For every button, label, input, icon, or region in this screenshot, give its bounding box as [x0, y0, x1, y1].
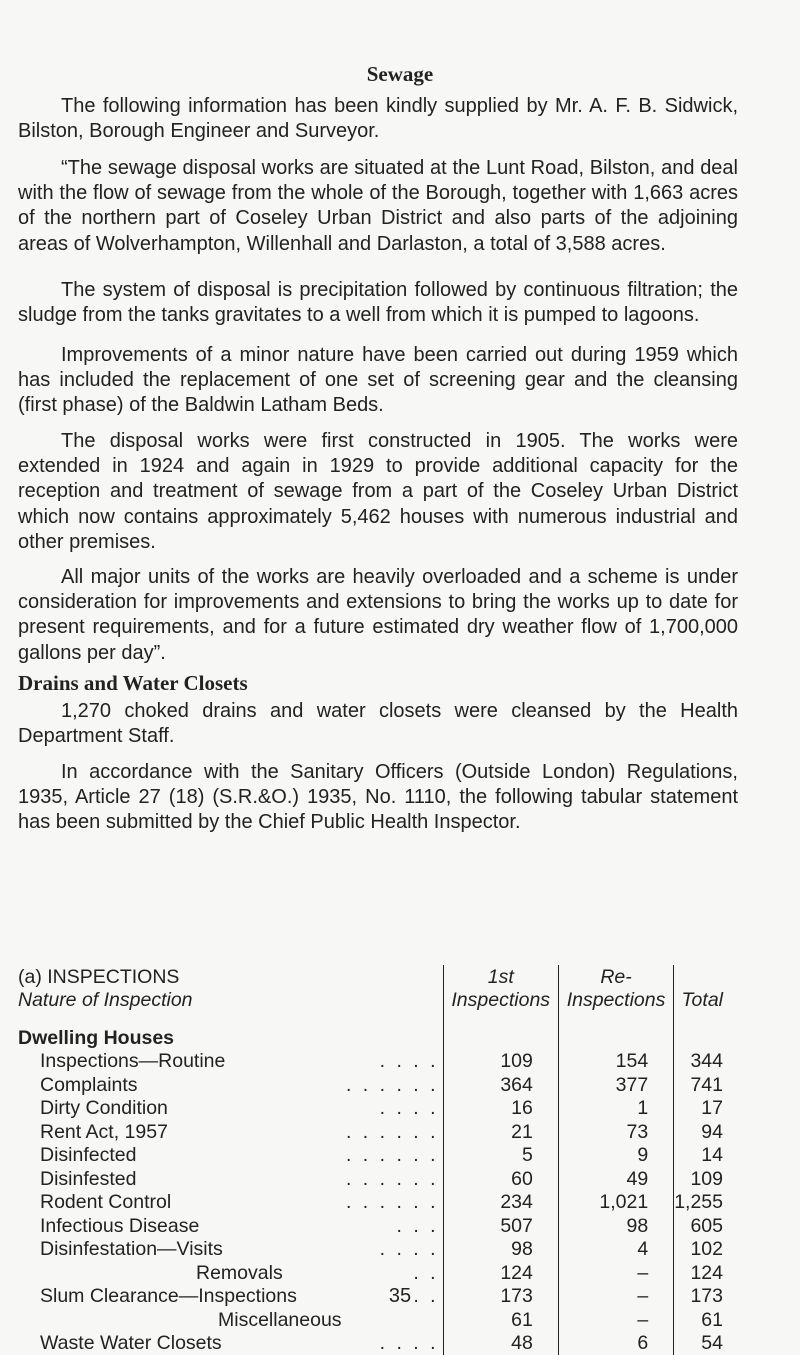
sewage-paragraph-4: Improvements of a minor nature have been carried out during 1959 which has included the replacement of one set of screening gear and the cleansing (first phase) of the Baldwin Latham Beds.: [18, 343, 738, 419]
table-row: [18, 1050, 723, 1074]
row-label-cell: [18, 1308, 443, 1332]
cell-first: 364: [443, 1073, 558, 1097]
cell-first: 48: [443, 1332, 558, 1355]
table-row: [18, 1214, 723, 1238]
cell-first: 98: [443, 1238, 558, 1262]
leader-dots: . . . . . .: [346, 1144, 443, 1167]
sewage-paragraph-6: All major units of the works are heavily overloaded and a scheme is under consideration for improvements and extensions to bring the works up to date for present requirements, and for a future estimated dry weather flow of 1,700,000 gallons per day”.: [18, 565, 738, 666]
drains-paragraph-2: In accordance with the Sanitary Officers (Outside London) Regulations, 1935, Article 27 (18) (S.R.&O.) 1935, No. 1110, the following tabular statement has been submitted by the Chief Public Health Inspector.: [18, 760, 738, 836]
table-row: [18, 1261, 723, 1285]
row-label: Dirty Condition: [40, 1097, 168, 1119]
row-label-cell: [18, 1050, 443, 1074]
table-row: [18, 1191, 723, 1215]
header-first-bottom: Inspections: [443, 989, 558, 1013]
row-label-cell: [18, 1144, 443, 1168]
cell-re: 154: [558, 1050, 673, 1074]
cell-first: 16: [443, 1097, 558, 1121]
sewage-paragraph-1: The following information has been kindly supplied by Mr. A. F. B. Sidwick, Bilston, Borough Engineer and Surveyor.: [18, 94, 738, 144]
header-re-top: Re-: [558, 965, 673, 989]
cell-re: 377: [558, 1073, 673, 1097]
row-label: Waste Water Closets: [40, 1332, 222, 1354]
cell-total: 109: [674, 1167, 723, 1191]
row-label: Disinfestation—Visits: [40, 1238, 223, 1260]
row-label: Inspections—Routine: [40, 1050, 225, 1072]
leader-dots: . . . . . .: [346, 1191, 443, 1214]
cell-re: 4: [558, 1238, 673, 1262]
cell-total: 1,255: [674, 1191, 723, 1215]
cell-re: 9: [558, 1144, 673, 1168]
cell-re: –: [558, 1285, 673, 1309]
table-row: [18, 1167, 723, 1191]
row-label-cell: [18, 1238, 443, 1262]
leader-dots: . . . .: [380, 1238, 443, 1261]
cell-total: 344: [674, 1050, 723, 1074]
cell-total: 14: [674, 1144, 723, 1168]
cell-total: 94: [674, 1120, 723, 1144]
table-row: [18, 1097, 723, 1121]
row-label: Removals: [196, 1262, 283, 1284]
cell-first: 507: [443, 1214, 558, 1238]
cell-total: 17: [674, 1097, 723, 1121]
cell-re: 98: [558, 1214, 673, 1238]
cell-first: 60: [443, 1167, 558, 1191]
header-nature: Nature of Inspection: [18, 989, 443, 1013]
cell-total: 54: [674, 1332, 723, 1355]
group-heading: Dwelling Houses: [18, 1026, 443, 1050]
cell-total: 61: [674, 1308, 723, 1332]
row-label: Miscellaneous: [218, 1309, 342, 1331]
row-label: Rent Act, 1957: [40, 1121, 168, 1143]
table-row: [18, 1073, 723, 1097]
table-body: [18, 1050, 723, 1355]
cell-first: 5: [443, 1144, 558, 1168]
row-label: Slum Clearance—Inspections: [40, 1285, 297, 1307]
table-row: [18, 1238, 723, 1262]
sewage-paragraph-3: The system of disposal is precipitation followed by continuous filtration; the sludge from the tanks gravitates to a well from which it is pumped to lagoons.: [18, 278, 738, 328]
cell-total: 124: [674, 1261, 723, 1285]
row-label-cell: [18, 1167, 443, 1191]
cell-first: 61: [443, 1308, 558, 1332]
row-label-cell: [18, 1097, 443, 1121]
row-label-cell: [18, 1261, 443, 1285]
sewage-heading: Sewage: [0, 62, 800, 87]
leader-dots: . . . .: [380, 1097, 443, 1120]
leader-dots: . . . . . .: [346, 1074, 443, 1097]
row-label-cell: [18, 1073, 443, 1097]
table-row: [18, 1144, 723, 1168]
cell-first: 173: [443, 1285, 558, 1309]
cell-first: 21: [443, 1120, 558, 1144]
sewage-paragraph-2: “The sewage disposal works are situated at the Lunt Road, Bilston, and deal with the flow of sewage from the whole of the Borough, together with 1,663 acres of the northern part of Coseley Urban District and also parts of the adjoining areas of Wolverhampton, Willenhall and Darlaston, a total of 3,588 acres.: [18, 156, 738, 257]
drains-heading: Drains and Water Closets: [18, 671, 248, 696]
cell-re: –: [558, 1261, 673, 1285]
table-row: [18, 1120, 723, 1144]
sewage-paragraph-5: The disposal works were first constructed in 1905. The works were extended in 1924 and again in 1929 to provide additional capacity for the reception and treatment of sewage from a part of the Coseley Urban District which now contains approximately 5,462 houses with numerous industrial and other premises.: [18, 429, 738, 555]
leader-dots: . . . . . .: [346, 1121, 443, 1144]
drains-paragraph-1: 1,270 choked drains and water closets were cleansed by the Health Department Staff.: [18, 699, 738, 749]
table-row: [18, 1332, 723, 1355]
cell-first: 124: [443, 1261, 558, 1285]
table-header-row-2: [18, 989, 723, 1013]
row-label: Disinfested: [40, 1168, 136, 1190]
cell-re: 1,021: [558, 1191, 673, 1215]
cell-re: 49: [558, 1167, 673, 1191]
row-label: Infectious Disease: [40, 1215, 199, 1237]
cell-re: 73: [558, 1120, 673, 1144]
table-spacer-row: [18, 1012, 723, 1026]
cell-total: 102: [674, 1238, 723, 1262]
row-label-cell: [18, 1120, 443, 1144]
header-re-bottom: Inspections: [558, 989, 673, 1013]
leader-dots: . . . .: [380, 1050, 443, 1073]
leader-dots: . . . . . .: [346, 1168, 443, 1191]
leader-dots: . .: [413, 1262, 442, 1285]
header-total-spacer: [674, 965, 723, 989]
row-label-cell: [18, 1214, 443, 1238]
cell-total: 741: [674, 1073, 723, 1097]
leader-dots: . . . .: [380, 1332, 443, 1355]
cell-first: 109: [443, 1050, 558, 1074]
row-label: Rodent Control: [40, 1191, 171, 1213]
table-header-row-1: [18, 965, 723, 989]
group-heading-row: [18, 1026, 723, 1050]
page-number: 35: [0, 1285, 800, 1308]
leader-dots: . .: [413, 1285, 442, 1308]
leader-dots: . . .: [396, 1215, 442, 1238]
cell-re: –: [558, 1308, 673, 1332]
table-row: [18, 1308, 723, 1332]
cell-first: 234: [443, 1191, 558, 1215]
row-label-cell: [18, 1332, 443, 1355]
cell-re: 6: [558, 1332, 673, 1355]
row-label-cell: [18, 1191, 443, 1215]
header-total: Total: [674, 989, 723, 1013]
section-title: (a) INSPECTIONS: [18, 965, 443, 989]
header-first-top: 1st: [443, 965, 558, 989]
cell-re: 1: [558, 1097, 673, 1121]
cell-total: 605: [674, 1214, 723, 1238]
row-label: Disinfected: [40, 1144, 136, 1166]
cell-total: 173: [674, 1285, 723, 1309]
row-label: Complaints: [40, 1074, 138, 1096]
